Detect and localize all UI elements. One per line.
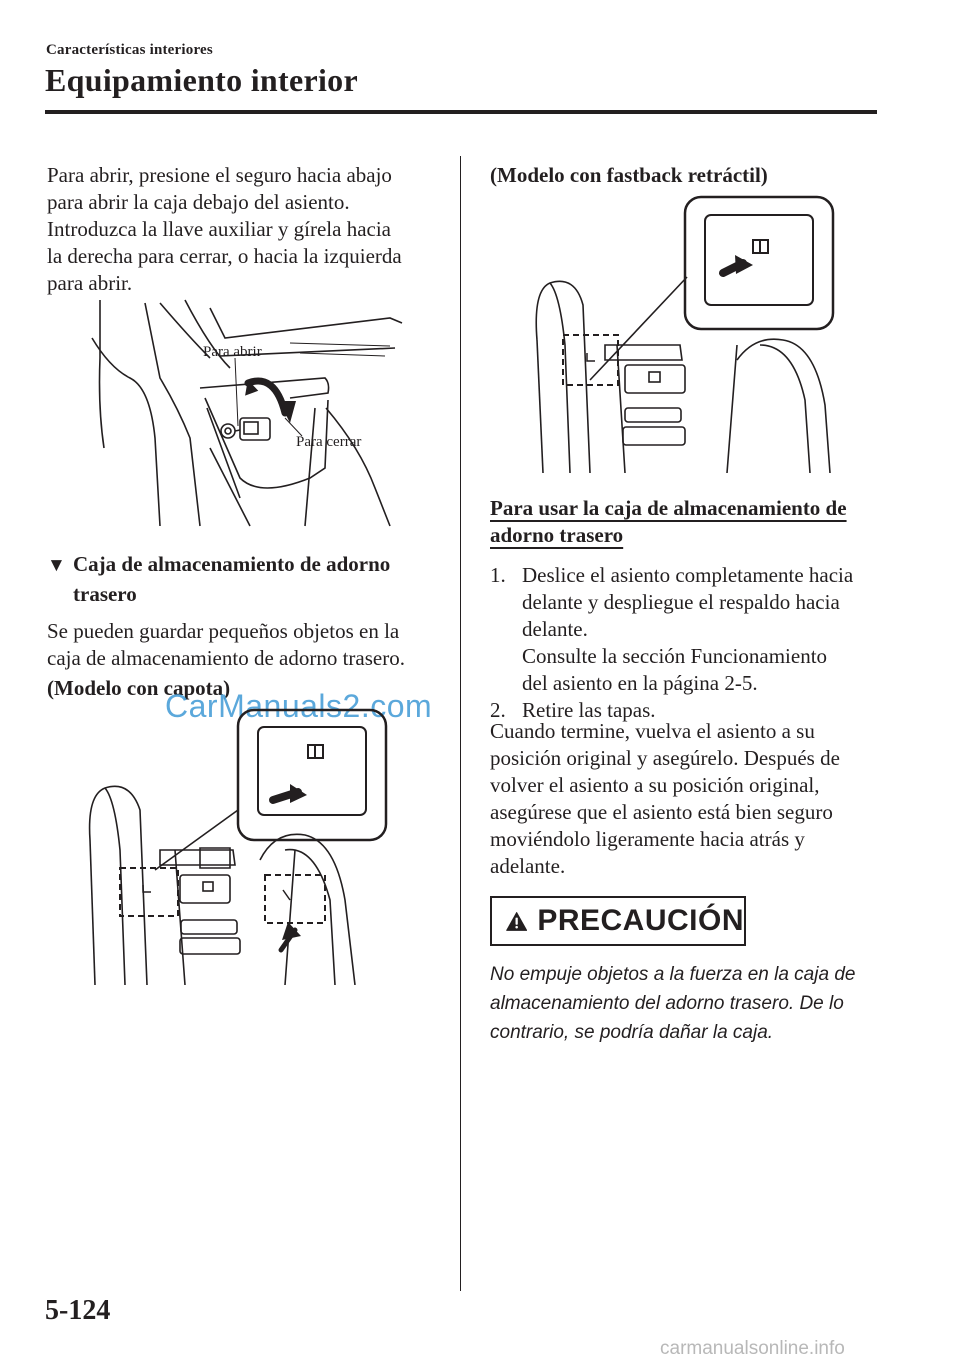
usage-heading	[490, 495, 880, 549]
text-line: moviéndolo ligeramente hacia atrás y	[490, 827, 805, 851]
caution-label: PRECAUCIÓN	[537, 904, 744, 937]
text-line: almacenamiento del adorno trasero. De lo	[490, 993, 844, 1014]
text-line: del asiento en la página 2-5.	[522, 671, 758, 695]
text-line: delante y despliegue el respaldo hacia	[522, 590, 840, 614]
section-heading-rear-storage	[47, 550, 447, 608]
figure-fastback-storage-illustration	[525, 195, 840, 475]
text-line: la derecha para cerrar, o hacia la izquierda	[47, 244, 402, 268]
label-para-cerrar: Para cerrar	[296, 434, 362, 450]
label-para-abrir: Para abrir	[203, 344, 262, 360]
watermark-logo: CarManuals2.com	[165, 688, 433, 724]
text-line: Consulte la sección Funcionamiento	[522, 644, 828, 668]
text-line: volver el asiento a su posición original,	[490, 773, 820, 797]
footer-site-watermark: carmanualsonline.info	[660, 1338, 845, 1359]
caution-box	[490, 896, 746, 946]
heading-line: Caja de almacenamiento de adorno	[73, 552, 391, 576]
text-line: contrario, se podría dañar la caja.	[490, 1022, 774, 1043]
model-label-fastback: (Modelo con fastback retráctil)	[490, 163, 768, 187]
step-number: 1.	[490, 563, 506, 587]
step-number: 2.	[490, 698, 506, 722]
column-divider	[460, 156, 461, 1291]
text-line: Se pueden guardar pequeños objetos en la	[47, 619, 400, 643]
warning-triangle-icon	[506, 908, 527, 935]
heading-line: trasero	[73, 582, 137, 606]
text-line: Introduzca la llave auxiliar y gírela hacia	[47, 217, 391, 241]
text-line: No empuje objetos a la fuerza en la caja de	[490, 964, 856, 985]
section-label: Características interiores	[46, 42, 213, 58]
text-line: Cuando termine, vuelva el asiento a su	[490, 719, 815, 743]
text-line: para abrir.	[47, 271, 133, 295]
text-line: caja de almacenamiento de adorno trasero.	[47, 646, 405, 670]
text-line: para abrir la caja debajo del asiento.	[47, 190, 350, 214]
after-use-paragraph	[490, 718, 875, 880]
steps-list	[490, 562, 885, 724]
text-line: posición original y asegúrelo. Después de	[490, 746, 840, 770]
figure-key-lock-illustration	[90, 298, 420, 530]
text-line: delante.	[522, 617, 588, 641]
figure-softtop-storage-illustration	[85, 700, 395, 985]
text-line: adelante.	[490, 854, 566, 878]
heading-line: adorno trasero	[490, 523, 624, 547]
list-item	[490, 562, 885, 697]
storage-paragraph	[47, 618, 442, 672]
chapter-title: Equipamiento interior	[45, 62, 358, 98]
caution-text	[490, 960, 885, 1047]
header-rule	[45, 110, 877, 114]
text-line: asegúrese que el asiento está bien seguro	[490, 800, 833, 824]
text-line: Retire las tapas.	[522, 698, 656, 722]
heading-line: Para usar la caja de almacenamiento de	[490, 496, 847, 520]
triangle-bullet-icon: ▼	[47, 555, 66, 576]
page-number: 5-124	[45, 1295, 111, 1326]
intro-paragraph	[47, 162, 442, 297]
text-line: Deslice el asiento completamente hacia	[522, 563, 854, 587]
model-label-softtop: (Modelo con capota)	[47, 676, 231, 700]
text-line: Para abrir, presione el seguro hacia abajo	[47, 163, 392, 187]
